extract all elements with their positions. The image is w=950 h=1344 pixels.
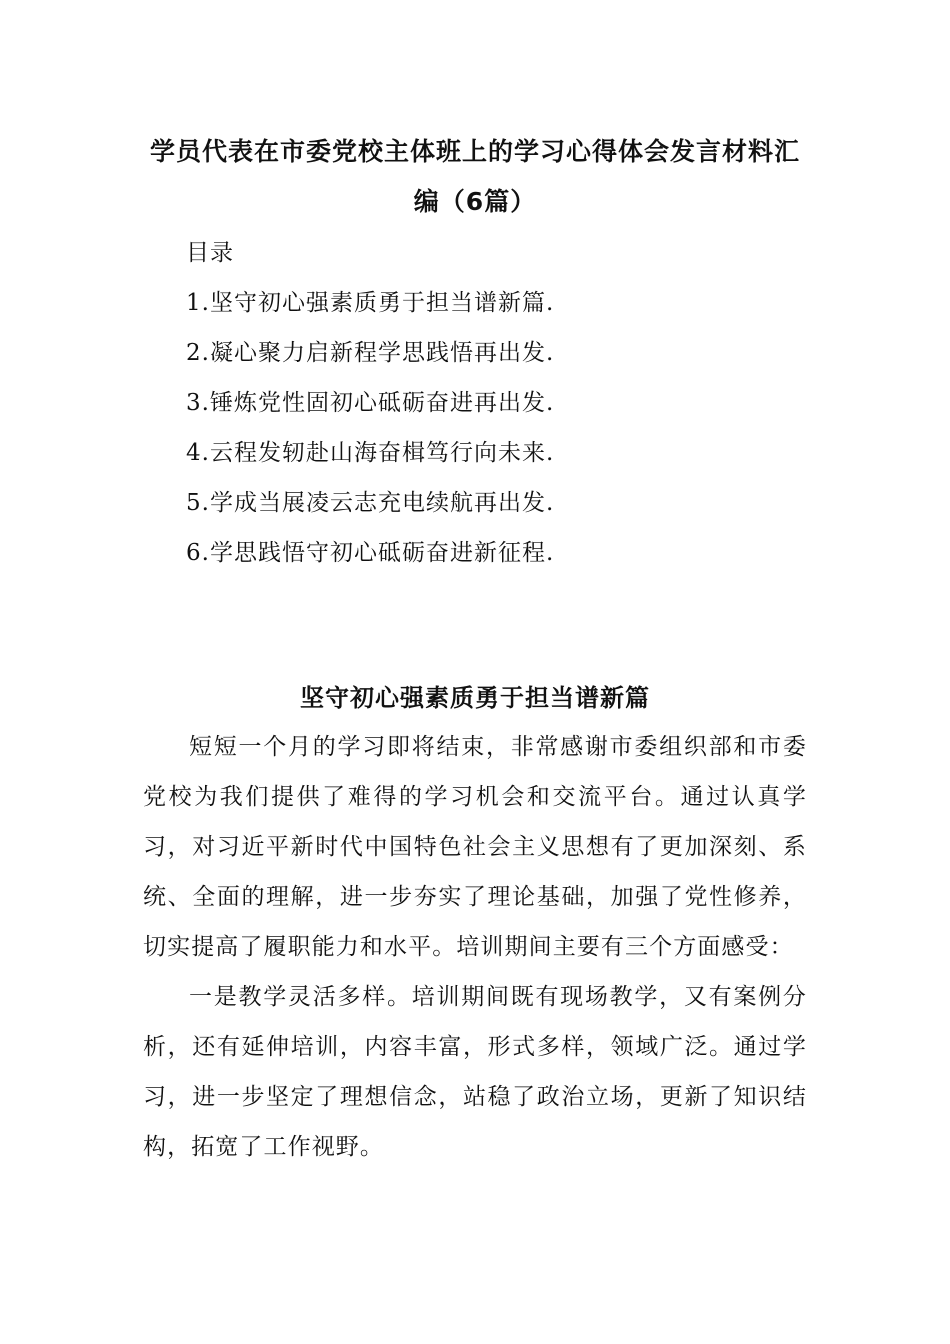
toc-item: 2.凝心聚力启新程学思践悟再出发. (186, 340, 555, 366)
body-paragraph: 短短一个月的学习即将结束，非常感谢市委组织部和市委党校为我们提供了难得的学习机会和交流平台。通过认真学习，对习近平新时代中国特色社会主义思想有了更加深刻、系统、全面的理解，进一步夯实了理论基础，加强了党性修养，切实提高了履职能力和水平。培训期间主要有三个方面感受： (143, 734, 807, 960)
body-paragraph: 一是教学灵活多样。培训期间既有现场教学，又有案例分析，还有延伸培训，内容丰富，形式多样，领域广泛。通过学习，进一步坚定了理想信念，站稳了政治立场，更新了知识结构，拓宽了工作视野。 (143, 984, 807, 1160)
table-of-contents (186, 229, 806, 579)
toc-item: 6.学思践悟守初心砥砺奋进新征程. (186, 540, 555, 566)
section-title: 坚守初心强素质勇于担当谱新篇 (300, 684, 650, 712)
document-title-line-2: 编（6篇） (413, 187, 537, 216)
toc-heading: 目录 (186, 240, 234, 266)
toc-item: 1.坚守初心强素质勇于担当谱新篇. (186, 290, 555, 316)
document-title-line-1: 学员代表在市委党校主体班上的学习心得体会发言材料汇 (149, 137, 800, 166)
toc-item: 5.学成当展凌云志充电续航再出发. (186, 490, 555, 516)
section-body (143, 722, 807, 1172)
toc-item: 4.云程发轫赴山海奋楫笃行向未来. (186, 440, 555, 466)
toc-list (186, 279, 806, 579)
toc-item: 3.锤炼党性固初心砥砺奋进再出发. (186, 390, 555, 416)
